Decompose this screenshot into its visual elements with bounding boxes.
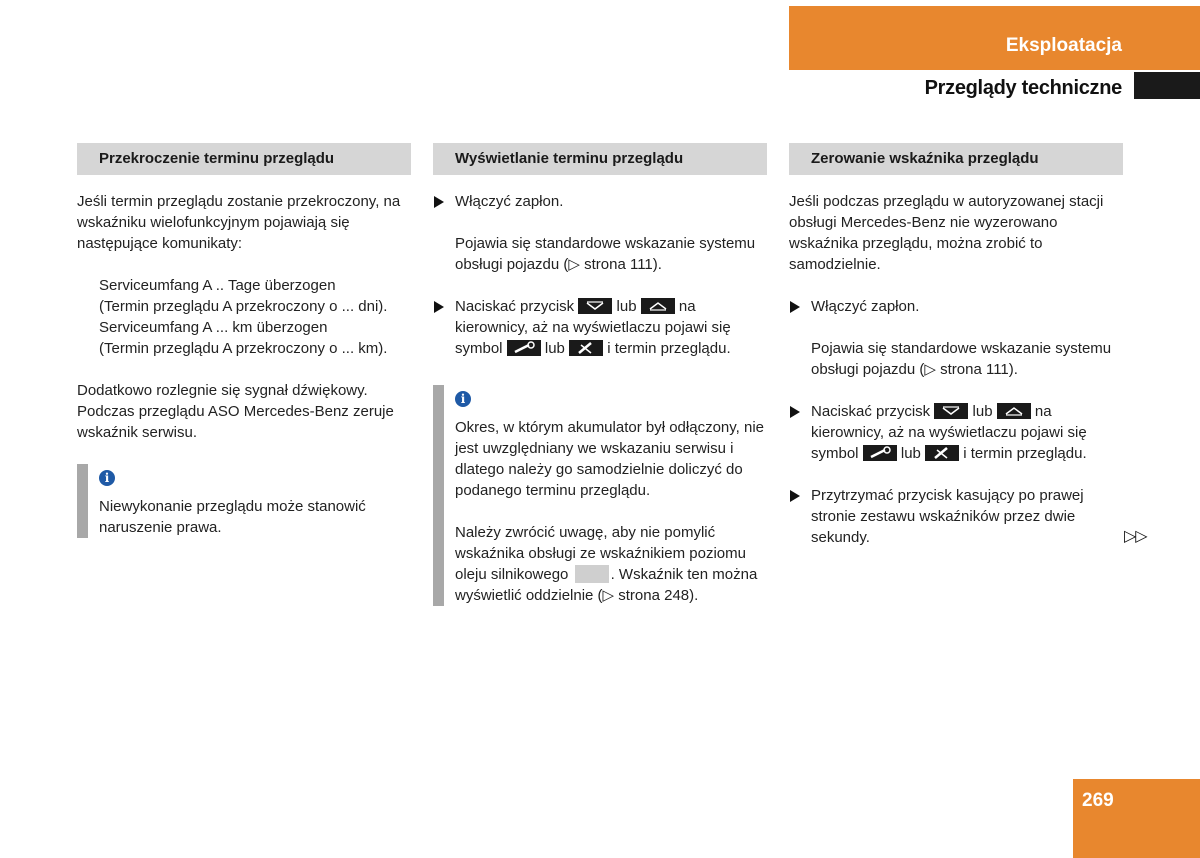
info-bar (77, 464, 88, 538)
header-black-marker (1134, 72, 1200, 99)
continue-arrows-icon: ▷▷ (1124, 528, 1147, 545)
column-title: Przekroczenie terminu przeglądu (77, 143, 411, 175)
up-button-icon (641, 298, 675, 314)
info-icon: i (99, 470, 115, 486)
bullet-triangle-icon (434, 196, 444, 208)
column-title: Wyświetlanie terminu przeglądu (433, 143, 767, 175)
message-line: (Termin przeglądu A przekroczony o ... dni). (99, 298, 388, 315)
wrench-alert-icon (569, 340, 603, 356)
down-button-icon (934, 403, 968, 419)
bullet-triangle-icon (790, 406, 800, 418)
info-bar (433, 385, 444, 606)
step-result: Pojawia się standardowe wskazanie systemu obsługi pojazdu (▷ strona 111). (811, 340, 1112, 378)
up-button-icon (997, 403, 1031, 419)
bullet-step: Włączyć zapłon. (789, 296, 1123, 317)
column-overdue-service (77, 143, 411, 538)
column-display-service (433, 143, 767, 606)
bullet-triangle-icon (434, 301, 444, 313)
bullet-step: Włączyć zapłon. (433, 191, 767, 212)
info-text: Należy zwrócić uwagę, aby nie pomylić wskaźnika obsługi ze wskaźnikiem poziomu oleju silnikowego . Wskaźnik ten można wyświetlić oddzielnie (▷ strona 248). (455, 524, 758, 604)
bullet-triangle-icon (790, 490, 800, 502)
oil-level-icon (575, 565, 609, 583)
subsection-title: Przeglądy techniczne (924, 77, 1122, 99)
bullet-step: Naciskać przycisk lub na kierownicy, aż na wyświetlaczu pojawi się symbol lub i termin przeglądu. (433, 296, 767, 359)
info-text: Niewykonanie przeglądu może stanowić naruszenie prawa. (99, 498, 366, 536)
bullet-step: Przytrzymać przycisk kasujący po prawej stronie zestawu wskaźników przez dwie sekundy. (789, 485, 1123, 548)
wrench-icon (507, 340, 541, 356)
header-section-band (789, 6, 1200, 70)
section-title: Eksploatacja (1005, 35, 1122, 56)
wrench-alert-icon (925, 445, 959, 461)
message-line: (Termin przeglądu A przekroczony o ... km). (99, 340, 388, 357)
message-line: Serviceumfang A ... km überzogen (99, 319, 328, 336)
down-button-icon (578, 298, 612, 314)
info-text: Okres, w którym akumulator był odłączony, nie jest uwzględniany we wskazaniu serwisu i dlatego należy go samodzielnie doliczyć do podanego terminu przeglądu. (455, 419, 765, 499)
column-reset-service (789, 143, 1123, 548)
step-result: Pojawia się standardowe wskazanie systemu obsługi pojazdu (▷ strona 111). (455, 235, 756, 273)
info-note (77, 464, 411, 538)
info-note (433, 385, 767, 606)
bullet-step: Naciskać przycisk lub na kierownicy, aż na wyświetlaczu pojawi się symbol lub i termin przeglądu. (789, 401, 1123, 464)
paragraph: Jeśli podczas przeglądu w autoryzowanej stacji obsługi Mercedes-Benz nie wyzerowano wskaźnika przeglądu, można zrobić to samodzielnie. (789, 193, 1104, 273)
wrench-icon (863, 445, 897, 461)
message-line: Serviceumfang A .. Tage überzogen (99, 277, 336, 294)
bullet-triangle-icon (790, 301, 800, 313)
column-title: Zerowanie wskaźnika przeglądu (789, 143, 1123, 175)
paragraph: Jeśli termin przeglądu zostanie przekroczony, na wskaźniku wielofunkcyjnym pojawiają się następujące komunikaty: (77, 193, 401, 252)
page-number: 269 (1082, 790, 1114, 811)
info-icon: i (455, 391, 471, 407)
paragraph: Dodatkowo rozlegnie się sygnał dźwiękowy. Podczas przeglądu ASO Mercedes-Benz zeruje wskaźnik serwisu. (77, 382, 394, 441)
